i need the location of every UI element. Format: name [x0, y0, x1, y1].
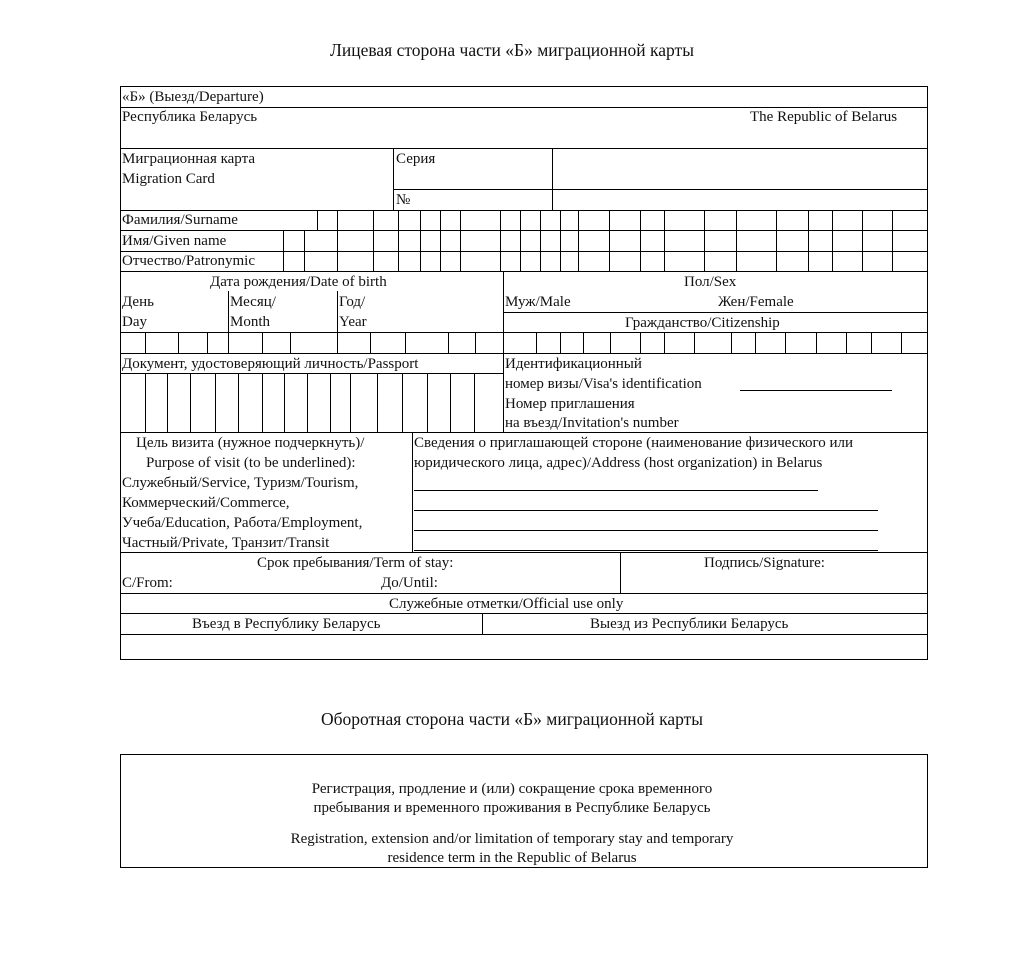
from-label: С/From:	[122, 575, 173, 591]
migration-card-en: Migration Card	[122, 171, 215, 187]
host-label-2: юридического лица, адрес)/Address (host organization) in Belarus	[414, 455, 823, 471]
day-en: Day	[122, 314, 147, 330]
term-label: Срок пребывания/Term of stay:	[257, 555, 454, 571]
series-label: Серия	[396, 151, 436, 167]
year-en: Year	[339, 314, 367, 330]
back-title: Оборотная сторона части «Б» миграционной карты	[320, 709, 704, 729]
until-label: До/Until:	[381, 575, 438, 591]
back-ru-line-2: пребывания и временного проживания в Республике Беларусь	[313, 800, 711, 816]
front-title: Лицевая сторона части «Б» миграционной карты	[330, 40, 694, 60]
official-use-label: Служебные отметки/Official use only	[389, 596, 624, 612]
month-ru: Месяц/	[230, 294, 276, 310]
female-label: Жен/Female	[718, 294, 794, 310]
day-ru: День	[122, 294, 154, 310]
entry-label: Въезд в Республику Беларусь	[192, 616, 381, 632]
dob-label: Дата рождения/Date of birth	[210, 274, 387, 290]
signature-label: Подпись/Signature:	[704, 555, 825, 571]
patronymic-label: Отчество/Patronymic	[122, 253, 255, 269]
document-label: Документ, удостоверяющий личность/Passport	[122, 356, 419, 372]
month-en: Month	[230, 314, 271, 330]
invitation-label-2: на въезд/Invitation's number	[505, 415, 679, 431]
purpose-label-4: Коммерческий/Commerce,	[122, 495, 290, 511]
back-ru-line-1: Регистрация, продление и (или) сокращение срока временного	[311, 781, 713, 797]
purpose-label-1: Цель визита (нужное подчеркнуть)/	[136, 435, 365, 451]
given-name-label: Имя/Given name	[122, 233, 227, 249]
sex-label: Пол/Sex	[684, 274, 737, 290]
host-label-1: Сведения о приглашающей стороне (наименование физического или	[414, 435, 854, 451]
departure-label: «Б» (Выезд/Departure)	[122, 89, 264, 105]
back-en-line-1: Registration, extension and/or limitation of temporary stay and temporary	[290, 831, 734, 847]
country-en: The Republic of Belarus	[750, 109, 898, 125]
visa-label-1: Идентификационный	[505, 356, 642, 372]
back-en-line-2: residence term in the Republic of Belarus	[387, 850, 637, 866]
country-ru: Республика Беларусь	[122, 109, 258, 125]
year-ru: Год/	[339, 294, 366, 310]
exit-label: Выезд из Республики Беларусь	[590, 616, 789, 632]
migration-card-ru: Миграционная карта	[122, 151, 256, 167]
number-label: №	[396, 192, 411, 208]
visa-label-2: номер визы/Visa's identification	[505, 376, 702, 392]
male-label: Муж/Male	[505, 294, 571, 310]
citizenship-label: Гражданство/Citizenship	[625, 315, 780, 331]
purpose-label-3: Служебный/Service, Туризм/Tourism,	[122, 475, 359, 491]
purpose-label-6: Частный/Private, Транзит/Transit	[122, 535, 330, 551]
surname-label: Фамилия/Surname	[122, 212, 238, 228]
invitation-label-1: Номер приглашения	[505, 396, 635, 412]
purpose-label-5: Учеба/Education, Работа/Employment,	[122, 515, 363, 531]
purpose-label-2: Purpose of visit (to be underlined):	[146, 455, 356, 471]
